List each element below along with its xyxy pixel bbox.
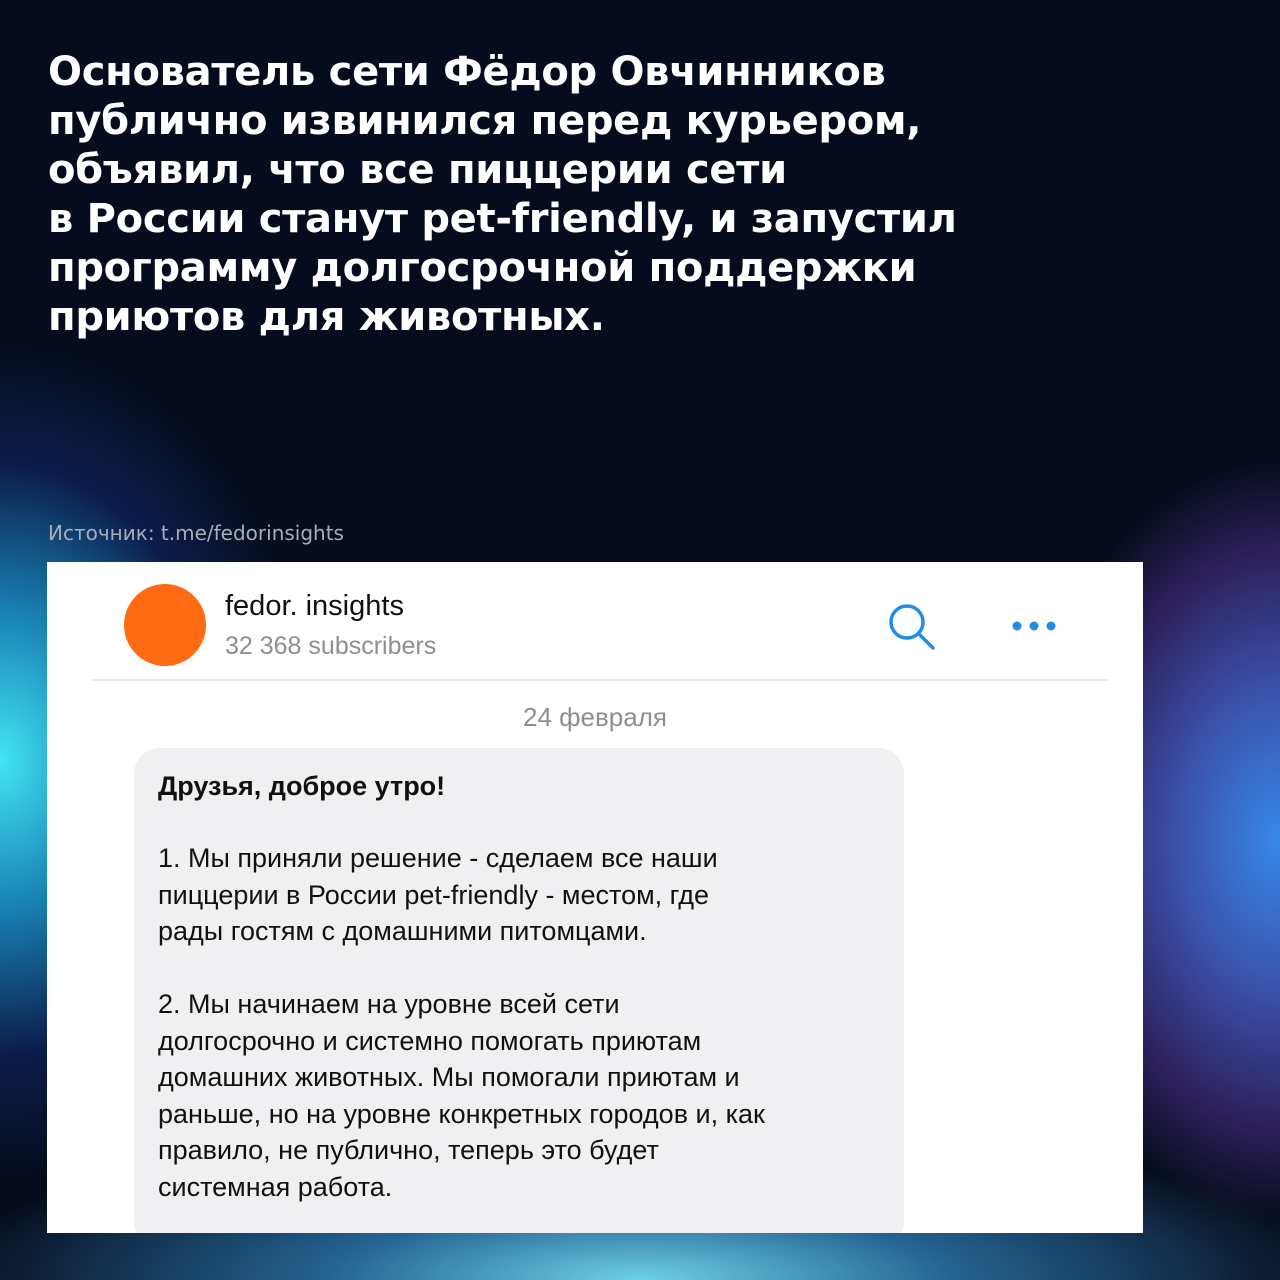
headline [48,48,1148,342]
headline-line: в России станут pet-friendly, и запустил [48,196,957,242]
message-bubble[interactable] [134,748,904,1233]
more-button[interactable] [1005,606,1063,646]
headline-line: приютов для животных. [48,294,605,340]
search-icon [885,600,939,654]
message-line: долгосрочно и системно помогать приютам [158,1025,702,1056]
message-line: 2. Мы начинаем на уровне всей сети [158,989,620,1019]
headline-line: Основатель сети Фёдор Овчинников [48,49,886,95]
headline-line: объявил, что все пиццерии сети [48,147,787,193]
channel-name[interactable]: fedor. insights [225,590,404,622]
message-title: Друзья, доброе утро! [158,771,446,801]
telegram-screenshot-card [47,562,1143,1233]
message-paragraph-2 [158,986,765,1205]
message-line: пиццерии в России pet-friendly - местом, где [158,879,710,910]
more-icon [1005,606,1063,646]
search-button[interactable] [885,600,939,654]
message-line: домашних животных. Мы помогали приютам и [158,1062,740,1092]
message-line: системная работа. [158,1171,393,1202]
headline-line: публично извинился перед курьером, [48,98,922,144]
source-caption: Источник: t.me/fedorinsights [48,521,344,545]
message-paragraph-1 [158,840,718,950]
message-line: 1. Мы приняли решение - сделаем все наши [158,843,718,873]
message-line: правило, не публично, теперь это будет [158,1135,659,1165]
message-line: раньше, но на уровне конкретных городов и, как [158,1098,765,1129]
message-line: рады гостям с домашними питомцами. [158,916,647,946]
date-separator: 24 февраля [523,702,667,732]
subscriber-count: 32 368 subscribers [225,632,437,660]
header-divider [93,679,1107,681]
headline-line: программу долгосрочной поддержки [48,245,917,291]
channel-avatar[interactable] [124,584,206,666]
